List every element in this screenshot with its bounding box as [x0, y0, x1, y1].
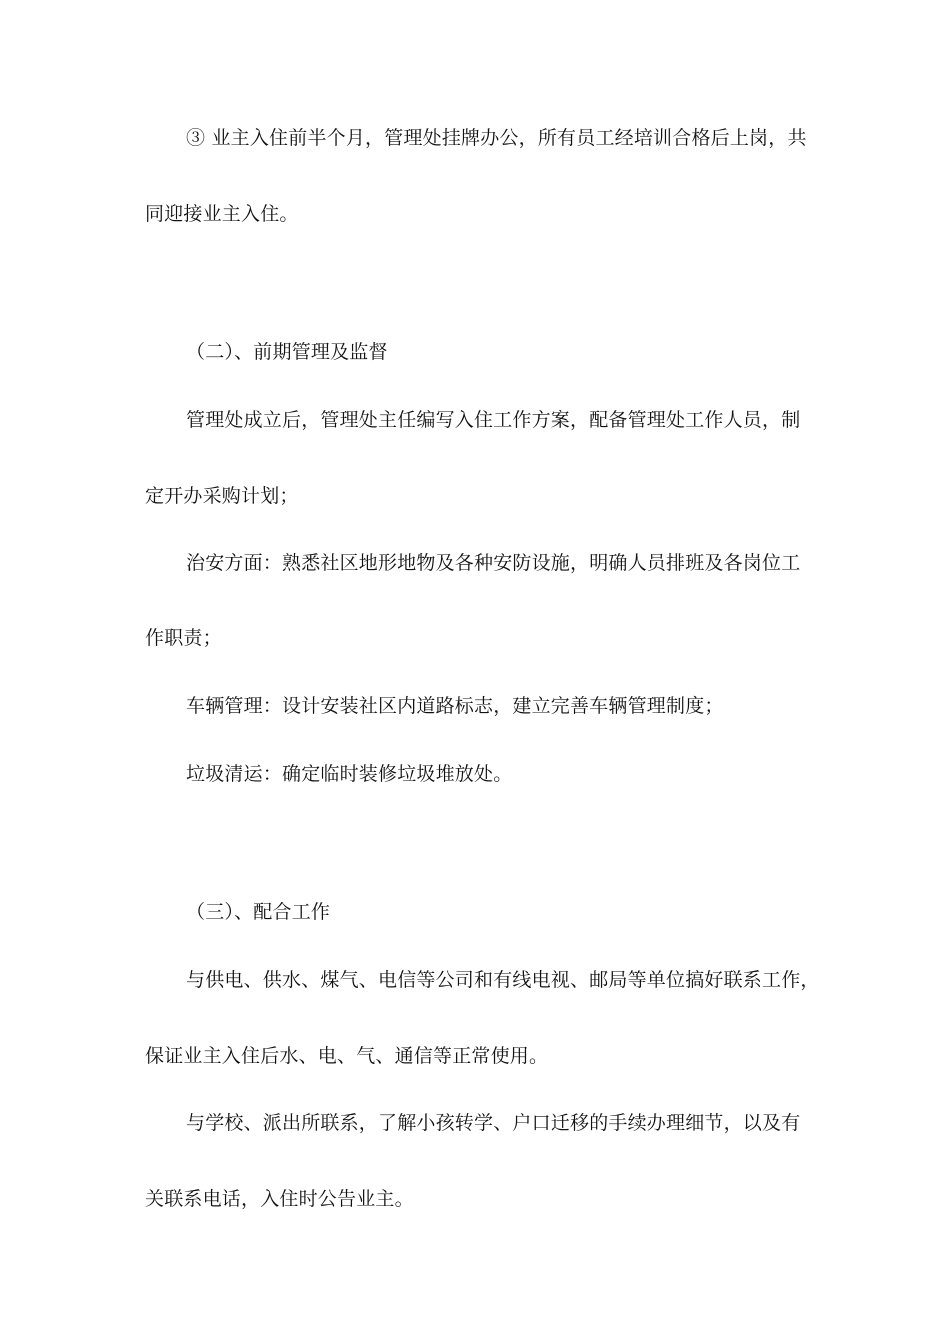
section-heading-2: （二）、前期管理及监督 — [186, 341, 388, 363]
paragraph-2-line-1: 管理处成立后，管理处主任编写入住工作方案，配备管理处工作人员，制 — [186, 409, 801, 431]
paragraph-4: 车辆管理：设计安装社区内道路标志，建立完善车辆管理制度； — [186, 695, 724, 717]
paragraph-1-line-2: 同迎接业主入住。 — [145, 203, 299, 225]
paragraph-3-line-2: 作职责； — [145, 627, 222, 649]
paragraph-1-line-1: ③ 业主入住前半个月，管理处挂牌办公，所有员工经培训合格后上岗，共 — [186, 127, 807, 149]
paragraph-2-line-2: 定开办采购计划； — [145, 485, 299, 507]
paragraph-6-line-2: 保证业主入住后水、电、气、通信等正常使用。 — [145, 1045, 549, 1067]
paragraph-6-line-1: 与供电、供水、煤气、电信等公司和有线电视、邮局等单位搞好联系工作， — [186, 969, 820, 991]
paragraph-7-line-2: 关联系电话，入住时公告业主。 — [145, 1188, 414, 1210]
paragraph-5: 垃圾清运：确定临时装修垃圾堆放处。 — [186, 763, 513, 785]
paragraph-7-line-1: 与学校、派出所联系，了解小孩转学、户口迁移的手续办理细节，以及有 — [186, 1112, 801, 1134]
section-heading-3: （三）、配合工作 — [186, 901, 331, 923]
paragraph-3-line-1: 治安方面：熟悉社区地形地物及各种安防设施，明确人员排班及各岗位工 — [186, 552, 801, 574]
